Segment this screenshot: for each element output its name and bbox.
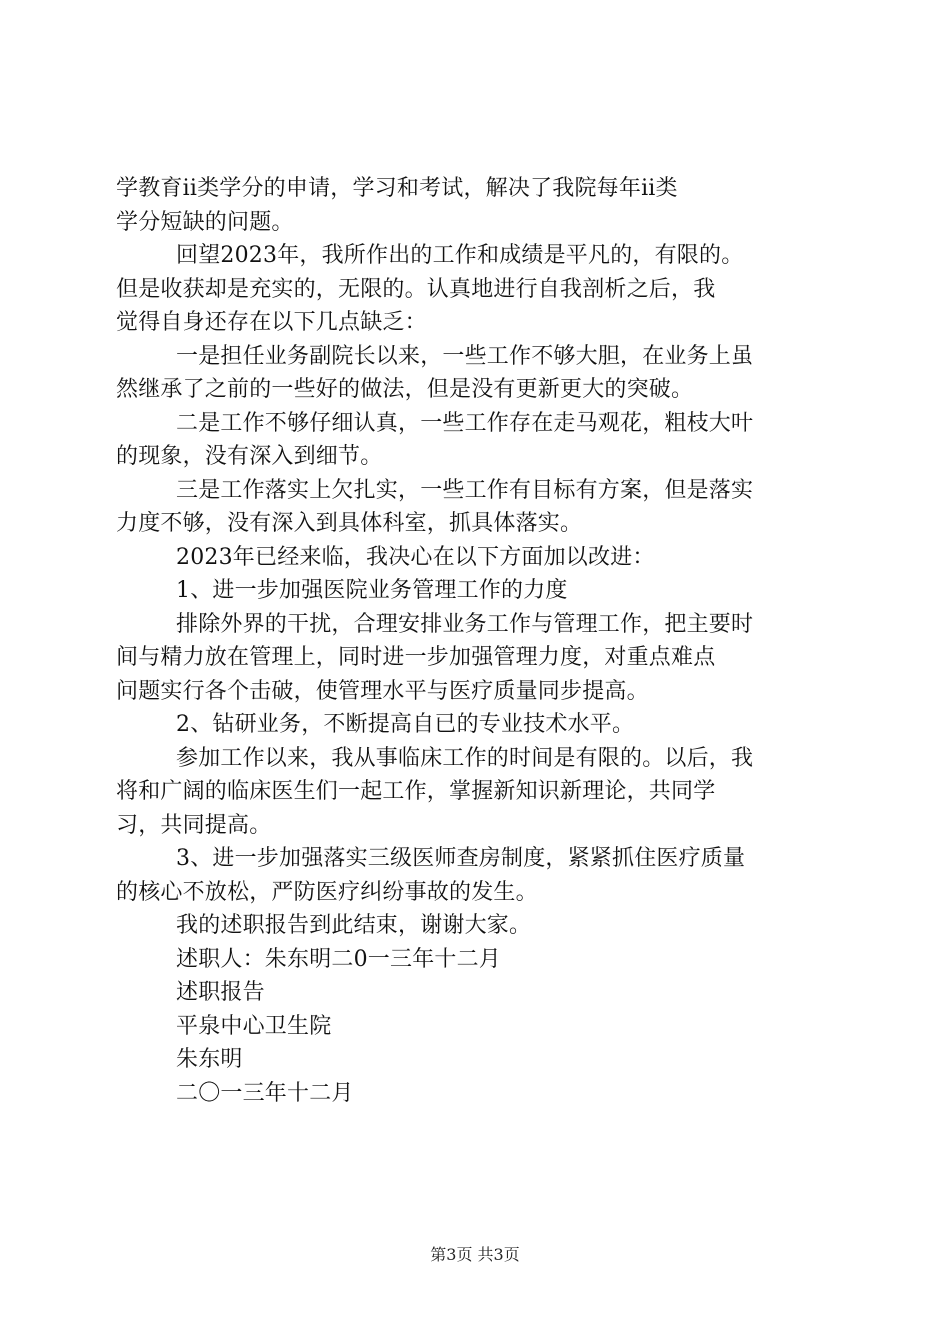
text-line: 但是收获却是充实的，无限的。认真地进行自我剖析之后，我 — [116, 276, 716, 302]
text-line: 然继承了之前的一些好的做法，但是没有更新更大的突破。 — [116, 377, 694, 402]
document-body — [116, 172, 836, 1110]
text-line: 力度不够，没有深入到具体科室，抓具体落实。 — [116, 511, 583, 536]
text-line: 觉得自身还存在以下几点缺乏： — [116, 310, 427, 335]
text-line: 间与精力放在管理上，同时进一步加强管理力度，对重点难点 — [116, 645, 716, 670]
text-line: 参加工作以来，我从事临床工作的时间是有限的。以后，我 — [176, 745, 754, 771]
text-line: 1、进一步加强医院业务管理工作的力度 — [176, 578, 568, 603]
text-line: 将和广阔的临床医生们一起工作，掌握新知识新理论，共同学 — [116, 779, 716, 804]
text-line: 回望2023年，我所作出的工作和成绩是平凡的，有限的。 — [176, 243, 744, 268]
text-line: 习，共同提高。 — [116, 812, 272, 838]
text-line: 3、进一步加强落实三级医师查房制度，紧紧抓住医疗质量 — [176, 846, 746, 871]
text-line: 问题实行各个击破，使管理水平与医疗质量同步提高。 — [116, 678, 649, 704]
text-line: 述职人：朱东明二0一三年十二月 — [176, 946, 501, 972]
text-line: 三是工作落实上欠扎实，一些工作有目标有方案，但是落实 — [176, 477, 754, 503]
page-footer: 第3页 共3页 — [430, 1245, 520, 1264]
text-line: 二是工作不够仔细认真，一些工作存在走马观花，粗枝大叶 — [176, 410, 754, 436]
text-line: 我的述职报告到此结束，谢谢大家。 — [176, 913, 532, 938]
text-line: 2、钻研业务，不断提高自已的专业技术水平。 — [176, 712, 635, 737]
text-line: 二〇一三年十二月 — [176, 1080, 354, 1106]
text-line: 述职报告 — [176, 980, 265, 1005]
text-line: 排除外界的干扰，合理安排业务工作与管理工作，把主要时 — [176, 611, 754, 637]
text-line: 学教育ii类学分的申请，学习和考试，解决了我院每年ii类 — [116, 176, 678, 201]
text-line: 的核心不放松，严防医疗纠纷事故的发生。 — [116, 879, 538, 905]
text-line: 学分短缺的问题。 — [116, 209, 294, 235]
text-line: 平泉中心卫生院 — [176, 1013, 332, 1039]
text-line: 的现象，没有深入到细节。 — [116, 444, 383, 469]
text-line: 一是担任业务副院长以来，一些工作不够大胆，在业务上虽 — [176, 343, 754, 369]
text-line: 2023年已经来临，我决心在以下方面加以改进： — [176, 544, 655, 570]
text-line: 朱东明 — [176, 1047, 243, 1072]
